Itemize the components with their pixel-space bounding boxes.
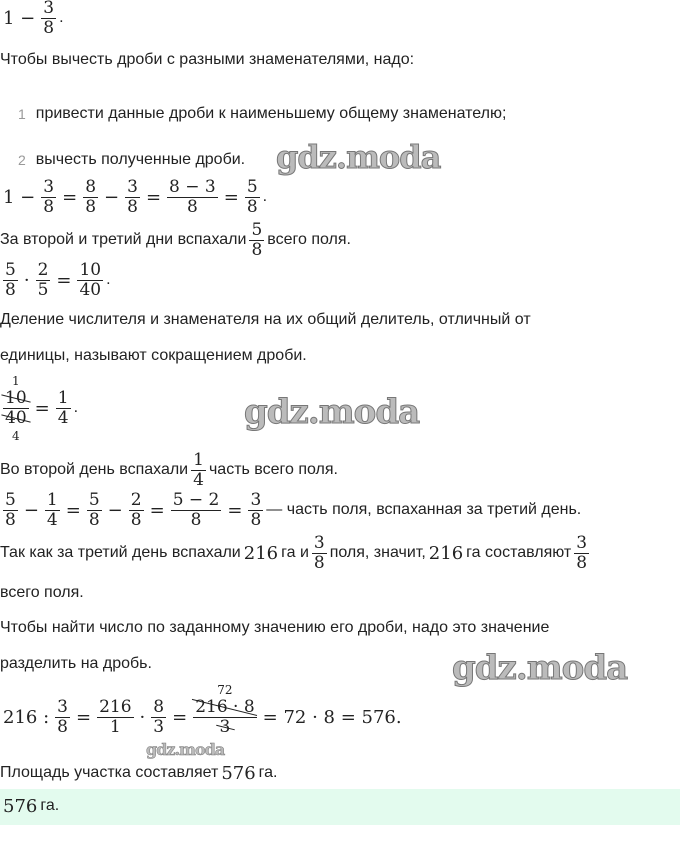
math-expression: · — [23, 269, 30, 291]
text: всего поля. — [267, 231, 351, 248]
text: га. — [40, 797, 60, 814]
text: . — [262, 188, 268, 205]
watermark: gdz.moda — [146, 740, 225, 759]
numerator: 10 — [5, 387, 27, 408]
numerator: 3 — [43, 176, 55, 197]
text: привести данные дроби к наименьшему общему знаменателю; — [35, 105, 507, 122]
fraction — [36, 261, 51, 300]
text-line — [0, 258, 111, 302]
text: единицы, называют сокращением дроби. — [0, 347, 307, 364]
text-line — [0, 175, 267, 219]
fraction — [193, 682, 256, 737]
denominator: 8 — [186, 196, 198, 217]
numerator: 3 — [250, 489, 262, 510]
fraction — [77, 261, 103, 300]
math-expression: = — [75, 706, 92, 728]
fraction — [41, 178, 56, 217]
text: часть всего поля. — [208, 461, 338, 478]
numerator: 5 — [246, 176, 258, 197]
fraction — [167, 178, 218, 217]
text-line — [0, 682, 405, 739]
text: За второй и третий дни вспахали — [0, 231, 247, 248]
watermark: gdz.moda — [244, 392, 420, 432]
math-expression: 576 — [221, 762, 256, 784]
math-expression: 1 − — [3, 186, 36, 208]
fraction — [3, 491, 18, 530]
text: Чтобы найти число по заданному значению его дроби, надо это значение — [0, 619, 550, 636]
denominator: 8 — [57, 716, 68, 737]
math-expression: − — [23, 499, 39, 521]
fraction — [245, 178, 260, 217]
math-expression: 1 − — [3, 7, 36, 29]
denominator: 8 — [127, 196, 138, 217]
math-expression: − — [104, 186, 120, 208]
numerator: 3 — [576, 532, 588, 553]
numerator: 3 — [127, 176, 138, 197]
denominator: 8 — [85, 196, 97, 217]
text: Деление числителя и знаменателя на их общий делитель, отличный от — [0, 311, 531, 328]
text: . — [106, 271, 111, 288]
denominator: 8 — [250, 509, 262, 530]
numerator: 1 — [57, 387, 69, 408]
text: Чтобы вычесть дроби с разными знаменателями, надо: — [0, 51, 415, 68]
math-expression: = — [34, 397, 50, 419]
cancel-annotation: 4 — [11, 428, 20, 443]
math-expression: = — [172, 706, 188, 728]
text: Площадь участка составляет — [0, 764, 219, 781]
cancel-annotation: 1 — [11, 373, 20, 388]
text: Во второй день вспахали — [0, 461, 189, 478]
text-line — [0, 488, 581, 532]
fraction — [41, 0, 56, 38]
denominator: 3 — [219, 716, 231, 737]
numerator: 5 − 2 — [172, 489, 220, 510]
math-expression: = — [227, 499, 243, 521]
numerator: 1 — [193, 449, 204, 470]
fraction — [574, 534, 589, 573]
numerator: 3 — [57, 696, 68, 717]
numerator: 2 — [37, 259, 49, 280]
fraction — [249, 221, 264, 260]
fraction — [151, 698, 166, 737]
denominator: 8 — [5, 509, 16, 530]
fraction — [55, 698, 70, 737]
text: . — [73, 399, 79, 416]
text: га составляют — [466, 544, 572, 561]
denominator: 4 — [57, 407, 69, 428]
cancel-annotation: 72 — [217, 682, 233, 697]
fraction — [171, 491, 222, 530]
math-expression: 576 — [3, 795, 38, 817]
list-number: 1 — [18, 106, 26, 122]
denominator: 8 — [246, 196, 258, 217]
numerator: 5 — [251, 219, 263, 240]
numerator: 5 — [88, 489, 100, 510]
denominator: 8 — [251, 239, 263, 260]
fraction — [3, 373, 29, 443]
numerator: 2 — [130, 489, 142, 510]
text-line — [0, 531, 592, 575]
text: . — [59, 9, 64, 26]
list-number: 2 — [18, 152, 26, 168]
text: га и — [281, 544, 309, 561]
text: Так как за третий день вспахали — [0, 544, 241, 561]
math-expression: 216 — [428, 542, 464, 564]
math-expression: 216 : — [3, 706, 50, 728]
numerator: 216 · 8 — [195, 696, 255, 717]
denominator: 8 — [130, 509, 142, 530]
denominator: 8 — [190, 509, 202, 530]
math-expression: = — [223, 186, 239, 208]
text: — часть поля, вспаханная за третий день. — [266, 501, 582, 518]
text-line — [0, 784, 59, 828]
denominator: 3 — [153, 716, 165, 737]
text: поля, значит, — [329, 544, 426, 561]
text-line — [0, 92, 506, 136]
text-line — [0, 448, 338, 492]
text: разделить на дробь. — [0, 655, 152, 672]
denominator: 8 — [5, 279, 16, 300]
numerator: 5 — [5, 259, 16, 280]
fraction — [312, 534, 327, 573]
text-line — [0, 38, 414, 82]
math-expression: 216 — [243, 542, 279, 564]
math-expression: = — [145, 186, 162, 208]
text: га. — [258, 764, 278, 781]
text-line — [0, 373, 79, 443]
denominator: 40 — [79, 279, 102, 300]
text-line — [0, 642, 152, 686]
fraction — [191, 451, 206, 490]
text: всего поля. — [0, 584, 84, 601]
denominator: 8 — [576, 552, 588, 573]
denominator: 4 — [46, 509, 58, 530]
text-line — [0, 0, 64, 40]
denominator: 8 — [88, 509, 100, 530]
denominator: 8 — [43, 17, 55, 38]
watermark: gdz.moda — [452, 648, 628, 688]
fraction — [56, 389, 71, 428]
fraction — [87, 491, 102, 530]
math-expression: = — [56, 269, 72, 291]
math-expression: = — [149, 499, 165, 521]
fraction — [248, 491, 263, 530]
math-expression: = 72 · 8 = 576. — [262, 706, 402, 728]
math-expression: = — [62, 186, 78, 208]
fraction — [129, 491, 144, 530]
denominator: 4 — [193, 469, 204, 490]
numerator: 1 — [46, 489, 58, 510]
numerator: 8 — [85, 176, 97, 197]
numerator: 10 — [79, 259, 102, 280]
numerator: 216 — [99, 696, 132, 717]
math-expression: · — [139, 706, 146, 728]
math-expression: − — [107, 499, 123, 521]
numerator: 3 — [313, 532, 325, 553]
denominator: 8 — [43, 196, 55, 217]
denominator: 40 — [5, 407, 27, 428]
fraction — [125, 178, 140, 217]
watermark: gdz.moda — [276, 138, 441, 176]
text-line — [0, 218, 351, 262]
text-line — [0, 334, 307, 378]
numerator: 8 — [153, 696, 165, 717]
numerator: 5 — [5, 489, 16, 510]
fraction — [3, 261, 18, 300]
fraction — [45, 491, 60, 530]
math-expression: = — [65, 499, 81, 521]
denominator: 5 — [37, 279, 49, 300]
fraction — [83, 178, 98, 217]
numerator: 8 − 3 — [169, 176, 216, 197]
denominator: 1 — [109, 716, 121, 737]
text: вычесть полученные дроби. — [35, 151, 246, 168]
denominator: 8 — [313, 552, 325, 573]
fraction — [97, 698, 133, 737]
numerator: 3 — [43, 0, 55, 18]
